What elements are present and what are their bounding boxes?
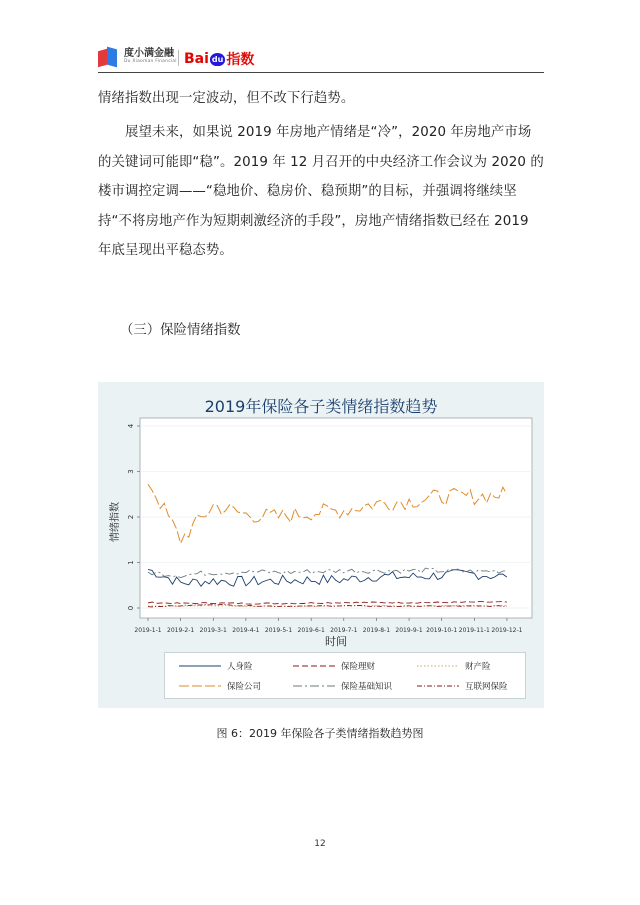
x-tick-label: 2019-9-1 — [395, 627, 423, 634]
legend-swatch — [293, 682, 335, 690]
x-tick-label: 2019-5-1 — [264, 627, 293, 634]
page-number: 12 — [314, 839, 326, 849]
legend-item — [179, 660, 253, 672]
legend-item — [417, 660, 491, 672]
chart-plot — [98, 382, 544, 652]
legend-swatch — [293, 662, 335, 670]
legend-swatch — [417, 662, 459, 670]
chart-title: 2019年保险各子类情绪指数趋势 — [204, 397, 438, 416]
paragraph-2: 展望未来，如果说 2019 年房地产情绪是“冷”，2020 年房地产市场的关键词可能即“稳”。2019 年 12 月召开的中央经济工作会议为 2020 的楼市调控定调——“稳地价、稳房价、稳预期”的目标，并强调将继续坚持“不将房地产作为短期刺激经济的手段”，房地产情绪指数已经在 2019 年底呈现出平稳态势。 — [98, 125, 544, 258]
legend-swatch — [179, 662, 221, 670]
x-tick-label: 2019-6-1 — [297, 627, 325, 634]
y-tick-label: 4 — [127, 423, 135, 429]
x-tick-label: 2019-12-1 — [491, 627, 523, 634]
baidu-logo-index: 指数 — [226, 52, 255, 68]
y-tick-label: 1 — [127, 560, 135, 565]
y-tick-label: 0 — [127, 605, 135, 611]
x-tick-label: 2019-2-1 — [167, 627, 195, 634]
legend-label: 财产险 — [465, 662, 491, 672]
legend-item — [179, 680, 261, 692]
chart-legend — [164, 652, 526, 699]
header-rule — [98, 72, 544, 73]
baidu-paw-icon: du — [211, 54, 224, 64]
duxiaoman-logo-text: 度小满金融 — [124, 48, 174, 60]
x-tick-label: 2019-3-1 — [199, 627, 227, 634]
plot-area — [140, 418, 532, 618]
chart-figure — [98, 382, 544, 708]
baidu-index-logo — [184, 49, 254, 69]
x-tick-label: 2019-10-1 — [426, 627, 458, 634]
figure-caption: 图 6：2019 年保险各子类情绪指数趋势图 — [216, 727, 424, 740]
legend-item — [293, 660, 375, 672]
legend-item — [417, 680, 508, 692]
y-tick-label: 2 — [127, 514, 135, 520]
x-axis-label: 时间 — [325, 635, 347, 648]
x-tick-label: 2019-11-1 — [458, 627, 490, 634]
legend-label: 保险基础知识 — [341, 682, 393, 692]
y-axis-label: 情绪指数 — [110, 502, 121, 542]
logo-divider — [178, 50, 179, 66]
duxiaoman-logo — [98, 48, 177, 66]
legend-label: 人身险 — [227, 662, 253, 672]
y-tick-label: 3 — [127, 469, 135, 474]
legend-swatch — [417, 682, 459, 690]
paragraph-1: 情绪指数出现一定波动，但不改下行趋势。 — [98, 91, 355, 106]
x-tick-label: 2019-4-1 — [232, 627, 260, 634]
x-tick-label: 2019-8-1 — [362, 627, 391, 634]
x-tick-label: 2019-1-1 — [134, 627, 162, 634]
legend-label: 保险公司 — [227, 682, 262, 692]
x-tick-label: 2019-7-1 — [330, 627, 358, 634]
legend-label: 互联网保险 — [465, 682, 508, 692]
legend-swatch — [179, 682, 221, 690]
duxiaoman-logo-icon — [98, 48, 120, 66]
legend-item — [293, 680, 392, 692]
duxiaoman-logo-subtext: Du Xiaoman Financial — [124, 59, 177, 65]
legend-label: 保险理财 — [341, 662, 376, 672]
section-subheading: （三）保险情绪指数 — [120, 323, 241, 338]
baidu-logo-bai: Bai — [184, 51, 209, 67]
